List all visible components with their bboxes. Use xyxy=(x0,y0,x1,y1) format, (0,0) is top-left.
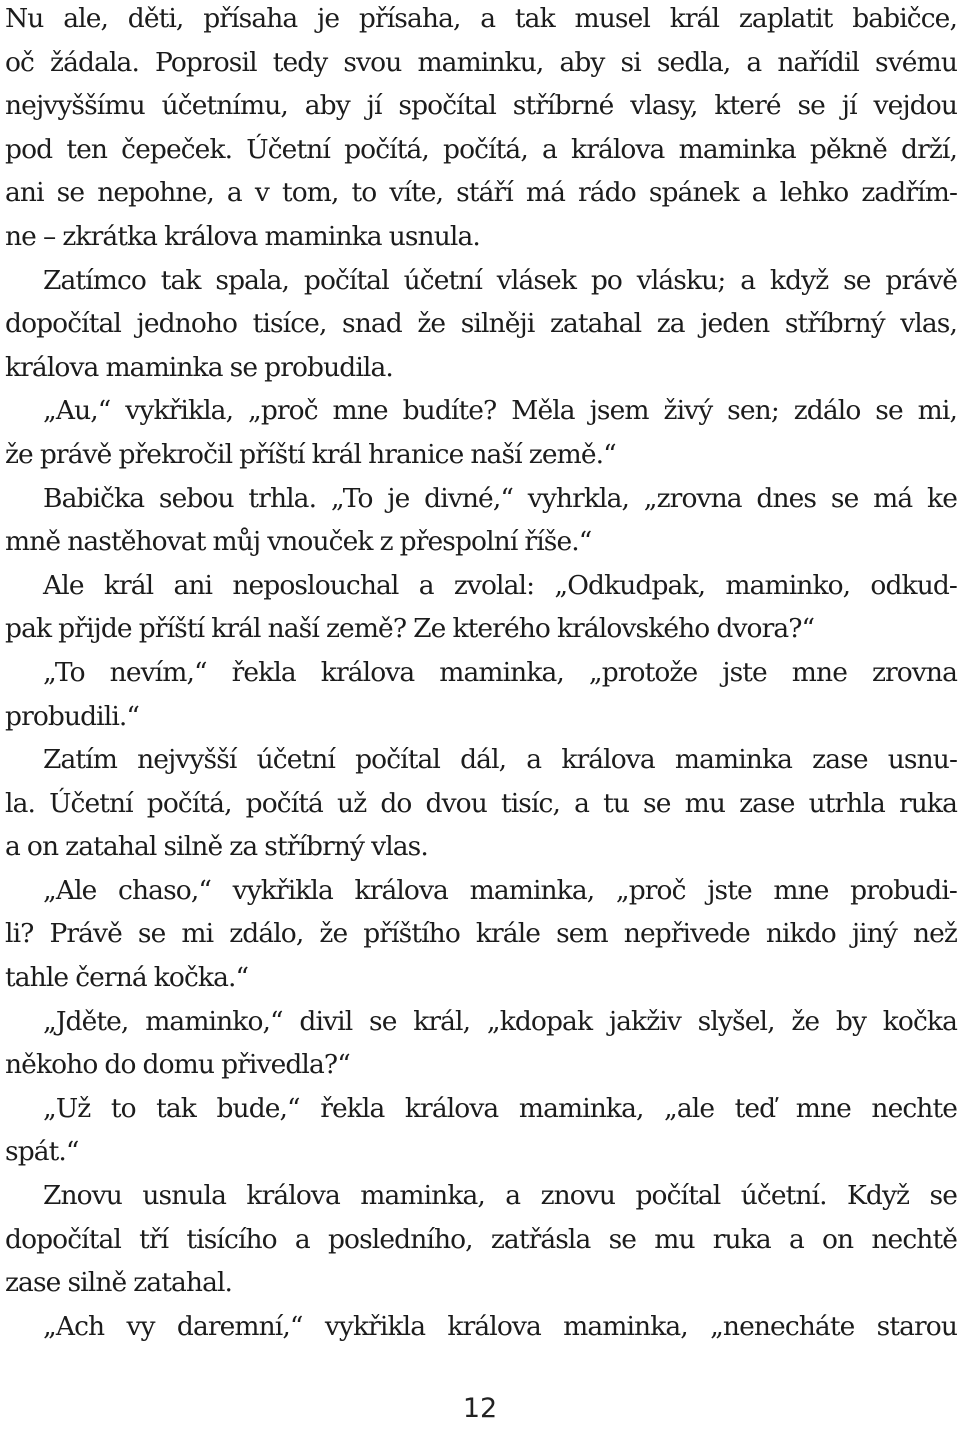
text-line: Zatím nejvyšší účetní počítal dál, a králova maminka zase usnu- xyxy=(43,744,957,776)
text-line: dopočítal tří tisícího a posledního, zatřásla se mu ruka a on nechtě xyxy=(5,1223,957,1255)
text-line: tahle černá kočka.“ xyxy=(5,962,249,994)
text-line: „Už to tak bude,“ řekla králova maminka, „ale teď mne nechte xyxy=(43,1092,957,1124)
book-page-text xyxy=(5,0,957,1348)
text-line: a on zatahal silně za stříbrný vlas. xyxy=(5,831,428,863)
text-line: la. Účetní počítá, počítá už do dvou tisíc, a tu se mu zase utrhla ruka xyxy=(5,787,957,819)
text-line: králova maminka se probudila. xyxy=(5,351,393,383)
text-line: li? Právě se mi zdálo, že příštího krále sem nepřivede nikdo jiný než xyxy=(5,918,957,950)
text-line: oč žádala. Poprosil tedy svou maminku, aby si sedla, a nařídil svému xyxy=(5,46,957,78)
text-line: Babička sebou trhla. „To je divné,“ vyhrkla, „zrovna dnes se má ke xyxy=(43,482,957,514)
text-line: nejvyššímu účetnímu, aby jí spočítal stříbrné vlasy, které se jí vejdou xyxy=(5,90,957,122)
text-line: spát.“ xyxy=(5,1136,79,1168)
text-line: ani se nepohne, a v tom, to víte, stáří má rádo spánek a lehko zadřím- xyxy=(5,177,957,209)
page-number: 12 xyxy=(462,1393,498,1424)
text-line: Zatímco tak spala, počítal účetní vlásek po vlásku; a když se právě xyxy=(43,264,957,296)
text-line: pak přijde příští král naší země? Ze kterého královského dvora?“ xyxy=(5,613,815,645)
text-line: probudili.“ xyxy=(5,700,140,732)
text-line: Znovu usnula králova maminka, a znovu počítal účetní. Když se xyxy=(43,1180,957,1212)
text-line: „To nevím,“ řekla králova maminka, „protože jste mne zrovna xyxy=(43,656,957,688)
text-line: zase silně zatahal. xyxy=(5,1267,233,1299)
text-line: Nu ale, děti, přísaha je přísaha, a tak musel král zaplatit babičce, xyxy=(5,3,957,34)
text-line: „Jděte, maminko,“ divil se král, „kdopak jakživ slyšel, že by kočka xyxy=(43,1005,957,1037)
text-line: pod ten čepeček. Účetní počítá, počítá, a králova maminka pěkně drží, xyxy=(5,133,957,165)
text-line: dopočítal jednoho tisíce, snad že silněji zatahal za jeden stříbrný vlas, xyxy=(5,308,957,340)
text-line: „Ale chaso,“ vykřikla králova maminka, „proč jste mne probudi- xyxy=(43,874,957,906)
text-line: ne – zkrátka králova maminka usnula. xyxy=(5,220,480,252)
text-line: že právě překročil příští král hranice naší země.“ xyxy=(5,438,616,470)
text-line: „Au,“ vykřikla, „proč mne budíte? Měla jsem živý sen; zdálo se mi, xyxy=(43,395,957,427)
text-line: někoho do domu přivedla?“ xyxy=(5,1049,350,1081)
text-line: „Ach vy daremní,“ vykřikla králova maminka, „nenecháte starou xyxy=(43,1310,957,1342)
text-line: Ale král ani neposlouchal a zvolal: „Odkudpak, maminko, odkud- xyxy=(43,569,957,601)
text-line: mně nastěhovat můj vnouček z přespolní říše.“ xyxy=(5,526,592,558)
